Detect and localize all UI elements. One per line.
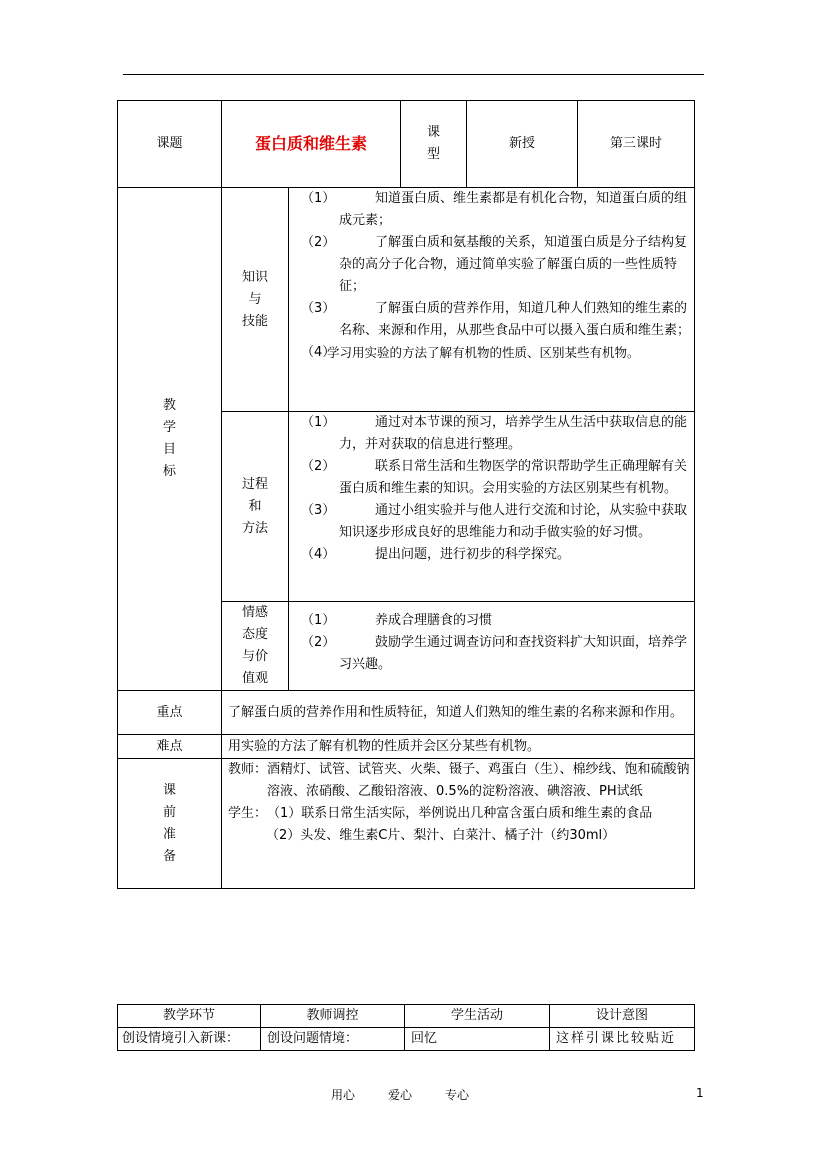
emotion-label: 情感 态度 与价 值观 (222, 602, 289, 691)
preparation-label: 课 前 准 备 (118, 759, 222, 889)
student-prep: 学生： （1）联系日常生活实际，举例说出几种富含蛋白质和维生素的食品 (228, 806, 653, 821)
lesson-type-label: 课 型 (401, 101, 467, 188)
table-cell: 创设问题情境： (261, 1028, 405, 1051)
list-item: （2） 鼓励学生通过调查访问和查找资料扩大知识面，培养学习兴趣。 (301, 635, 688, 672)
preparation-content (222, 759, 695, 889)
process-label: 过程 和 方法 (222, 412, 289, 602)
page-number: 1 (696, 1086, 704, 1100)
key-point-text: 了解蛋白质的营养作用和性质特征，知道人们熟知的维生素的名称来源和作用。 (222, 691, 695, 735)
col-header-intent: 设计意图 (550, 1005, 695, 1028)
teaching-process-table (117, 1004, 695, 1051)
list-item: （2） 了解蛋白质和氨基酸的关系，知道蛋白质是分子结构复杂的高分子化合物，通过简单实验了解蛋白质的一些性质特征； (301, 235, 688, 294)
list-item: （4） 提出问题，进行初步的科学探究。 (301, 547, 571, 562)
lesson-type-value: 新授 (467, 101, 578, 188)
lesson-period: 第三课时 (578, 101, 695, 188)
col-header-teacher: 教师调控 (261, 1005, 405, 1028)
emotion-items (289, 602, 695, 691)
list-item: （1） 通过对本节课的预习，培养学生从生活中获取信息的能力，并对获取的信息进行整理。 (301, 415, 688, 452)
footer-motto-3: 专心 (445, 1088, 470, 1102)
list-item: （2） 联系日常生活和生物医学的常识帮助学生正确理解有关蛋白质和维生素的知识。会用实验的方法区别某些有机物。 (301, 459, 688, 496)
list-item: （1） 养成合理膳食的习惯 (301, 613, 493, 628)
footer-motto-1: 用心 (331, 1088, 356, 1102)
table-cell: 创设情境引入新课： (118, 1028, 261, 1051)
list-item: （3） 通过小组实验并与他人进行交流和讨论，从实验中获取知识逐步形成良好的思维能力和动手做实验的好习惯。 (301, 503, 688, 540)
difficulty-label: 难点 (118, 735, 222, 759)
lesson-plan-table (117, 100, 695, 889)
table-cell: 回忆 (405, 1028, 550, 1051)
footer-motto-2: 爱心 (388, 1088, 413, 1102)
lesson-title: 蛋白质和维生素 (222, 101, 401, 188)
table-cell: 这样引课比较贴近 (550, 1028, 695, 1051)
subject-label: 课题 (118, 101, 222, 188)
knowledge-items (289, 188, 695, 412)
list-item: （1） 知道蛋白质、维生素都是有机化合物，知道蛋白质的组成元素； (301, 191, 688, 228)
objectives-label: 教 学 目 标 (118, 188, 222, 691)
key-point-label: 重点 (118, 691, 222, 735)
process-items (289, 412, 695, 602)
knowledge-label: 知识 与 技能 (222, 188, 289, 412)
difficulty-text: 用实验的方法了解有机物的性质并会区分某些有机物。 (222, 735, 695, 759)
list-item: （4） 学习用实验的方法了解有机物的性质、区别某些有机物。 (301, 345, 640, 360)
col-header-stage: 教学环节 (118, 1005, 261, 1028)
list-item: （3） 了解蛋白质的营养作用，知道几种人们熟知的维生素的名称、来源和作用，从那些食品中可以摄入蛋白质和维生素； (301, 301, 691, 338)
col-header-student: 学生活动 (405, 1005, 550, 1028)
teacher-prep: 教师： 酒精灯、试管、试管夹、火柴、镊子、鸡蛋白（生）、棉纱线、饱和硫酸钠溶液、浓硝酸、乙酸铅溶液、0.5%的淀粉溶液、碘溶液、PH试纸 (228, 762, 690, 799)
student-prep-item2: （2）头发、维生素C片、梨汁、白菜汁、橘子汁（约30ml） (266, 828, 616, 843)
header-rule (123, 74, 704, 75)
